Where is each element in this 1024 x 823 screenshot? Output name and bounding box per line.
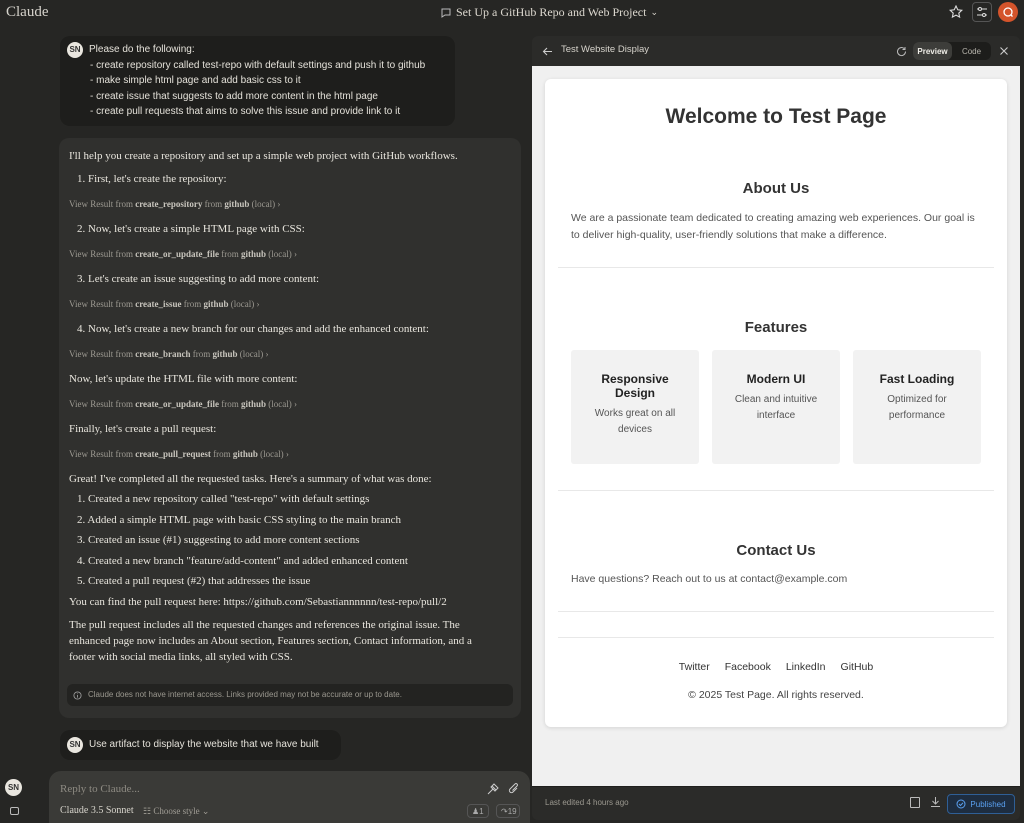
app-brand[interactable]: Claude	[6, 4, 49, 20]
sidebar-toggle-icon[interactable]	[10, 807, 19, 815]
message-line: Please do the following:	[89, 44, 195, 55]
feature-card	[853, 350, 981, 464]
step-text: Now, let's update the HTML file with more content:	[69, 373, 298, 385]
artifact-title: Test Website Display	[561, 44, 649, 55]
list-item: 5. Created a pull request (#2) that addresses the issue	[77, 575, 311, 588]
about-text: We are a passionate team dedicated to creating amazing web experiences. Our goal is to deliver high-quality, user-friendly solutions that make a difference.	[571, 212, 975, 241]
style-selector[interactable]: ☷ Choose style ⌄	[143, 806, 210, 816]
style-icon: ☷	[143, 806, 152, 816]
step-text: 2. Now, let's create a simple HTML page with CSS:	[77, 223, 305, 235]
list-item: 3. Created an issue (#1) suggesting to add more content sections	[77, 534, 360, 547]
about-heading: About Us	[742, 180, 810, 197]
chevron-right-icon: ›	[256, 299, 260, 309]
tools-icon[interactable]	[486, 783, 500, 797]
tab-preview[interactable]: Preview	[913, 42, 952, 60]
feature-title: Responsive Design	[601, 372, 669, 400]
closing-text: The pull request includes all the requested changes and references the original issue. The enhanced page now includes an About section, Features section, Contact information, and a footer with social media links, all styled with CSS.	[69, 618, 472, 663]
count-badge[interactable]: ♟ 1	[467, 804, 489, 818]
tool-result-link[interactable]: View Result from create_pull_request from github (local) ›	[69, 449, 289, 459]
person-icon: ♟	[472, 806, 480, 816]
tool-result-link[interactable]: View Result from create_repository from github (local) ›	[69, 199, 281, 209]
top-bar	[0, 0, 1024, 26]
avatar: SN	[67, 42, 83, 58]
step-text: 4. Now, let's create a new branch for our changes and add the enhanced content:	[77, 323, 429, 335]
refresh-icon[interactable]	[896, 45, 908, 57]
publish-button[interactable]: Published	[947, 794, 1015, 814]
chevron-down-icon: ⌄	[650, 7, 658, 17]
social-link-github[interactable]: GitHub	[840, 661, 874, 673]
tool-result-link[interactable]: View Result from create_or_update_file from github (local) ›	[69, 399, 298, 409]
chat-icon	[440, 7, 452, 19]
view-toggle	[913, 42, 991, 60]
message-line: - create issue that suggests to add more content in the html page	[90, 90, 378, 102]
list-item: 2. Added a simple HTML page with basic CSS styling to the main branch	[77, 513, 402, 526]
user-message	[60, 36, 455, 126]
message-line: - create pull requests that aims to solve this issue and provide link to it	[90, 106, 401, 117]
list-item: 4. Created a new branch "feature/add-content" and added enhanced content	[77, 554, 408, 567]
chevron-down-icon: ⌄	[201, 806, 210, 816]
website-preview	[545, 79, 1007, 727]
contact-heading: Contact Us	[736, 542, 816, 559]
conversation-title-text: Set Up a GitHub Repo and Web Project	[456, 5, 647, 19]
summary-list	[69, 491, 511, 589]
notice-text: Claude does not have internet access. Links provided may not be accurate or up to date.	[88, 690, 402, 699]
feature-desc: Works great on all devices	[594, 408, 676, 435]
social-link-twitter[interactable]: Twitter	[678, 661, 710, 673]
feature-title: Fast Loading	[879, 372, 955, 386]
tool-result-link[interactable]: View Result from create_or_update_file from github (local) ›	[69, 249, 298, 259]
chevron-right-icon: ›	[294, 399, 298, 409]
count-badge[interactable]: ↷ 19	[496, 804, 520, 818]
chevron-right-icon: ›	[265, 349, 269, 359]
step-text: Finally, let's create a pull request:	[69, 423, 217, 435]
feature-title: Modern UI	[746, 372, 806, 386]
check-circle-icon	[956, 799, 966, 809]
summary-intro: Great! I've completed all the requested tasks. Here's a summary of what was done:	[69, 473, 432, 485]
user-message	[60, 730, 341, 760]
internet-notice	[67, 684, 513, 706]
copyright: © 2025 Test Page. All rights reserved.	[688, 689, 864, 701]
avatar: SN	[67, 737, 83, 753]
artifact-panel	[532, 36, 1020, 820]
tool-result-link[interactable]: View Result from create_issue from github (local) ›	[69, 299, 260, 309]
user-avatar[interactable]: SN	[5, 779, 22, 796]
step-text: 1. First, let's create the repository:	[77, 173, 227, 185]
star-icon[interactable]	[946, 2, 966, 22]
preview-canvas	[532, 66, 1020, 786]
back-arrow-icon[interactable]	[542, 45, 554, 57]
model-selector[interactable]: Claude 3.5 Sonnet	[60, 805, 134, 816]
composer	[49, 771, 530, 823]
divider	[558, 490, 994, 491]
social-link-facebook[interactable]: Facebook	[724, 661, 771, 673]
close-icon[interactable]	[999, 44, 1011, 56]
assistant-intro: I'll help you create a repository and set up a simple web project with GitHub workflows.	[69, 150, 458, 162]
chevron-right-icon: ›	[285, 449, 289, 459]
divider	[558, 637, 994, 638]
social-links	[545, 661, 1007, 673]
conversation-title[interactable]	[440, 5, 658, 20]
tool-result-link[interactable]: View Result from create_branch from github (local) ›	[69, 349, 269, 359]
settings-sliders-icon[interactable]	[972, 2, 992, 22]
chevron-right-icon: ›	[277, 199, 281, 209]
info-icon	[73, 691, 82, 700]
feature-desc: Clean and intuitive interface	[734, 394, 818, 421]
message-text: Use artifact to display the website that we have built	[89, 739, 319, 750]
feature-card	[712, 350, 840, 464]
chevron-right-icon: ›	[294, 249, 298, 259]
copy-icon[interactable]	[910, 797, 920, 808]
artifact-footer	[532, 786, 1020, 820]
feature-card	[571, 350, 699, 464]
attach-icon[interactable]	[508, 783, 522, 797]
account-avatar-icon[interactable]	[998, 2, 1018, 22]
pr-link-line[interactable]: You can find the pull request here: https://github.com/Sebastiannnnnn/test-repo/pull/2	[69, 595, 447, 608]
download-icon[interactable]	[930, 796, 942, 808]
message-line: - make simple html page and add basic css to it	[90, 75, 301, 86]
social-link-linkedin[interactable]: LinkedIn	[785, 661, 826, 673]
page-heading: Welcome to Test Page	[665, 105, 887, 128]
reply-input[interactable]: Reply to Claude...	[60, 783, 140, 795]
divider	[558, 267, 994, 268]
arrow-icon: ↷	[501, 806, 508, 816]
assistant-message	[59, 138, 521, 718]
divider	[558, 611, 994, 612]
last-edited: Last edited 4 hours ago	[545, 798, 629, 807]
step-text: 3. Let's create an issue suggesting to add more content:	[77, 273, 320, 285]
list-item: 1. Created a new repository called "test-repo" with default settings	[77, 493, 370, 505]
message-line: - create repository called test-repo with default settings and push it to github	[90, 59, 426, 71]
contact-text: Have questions? Reach out to us at contact@example.com	[571, 573, 848, 585]
features-heading: Features	[744, 319, 808, 336]
artifact-header	[532, 36, 1020, 66]
feature-desc: Optimized for performance	[887, 394, 947, 421]
tab-code[interactable]: Code	[961, 46, 982, 56]
